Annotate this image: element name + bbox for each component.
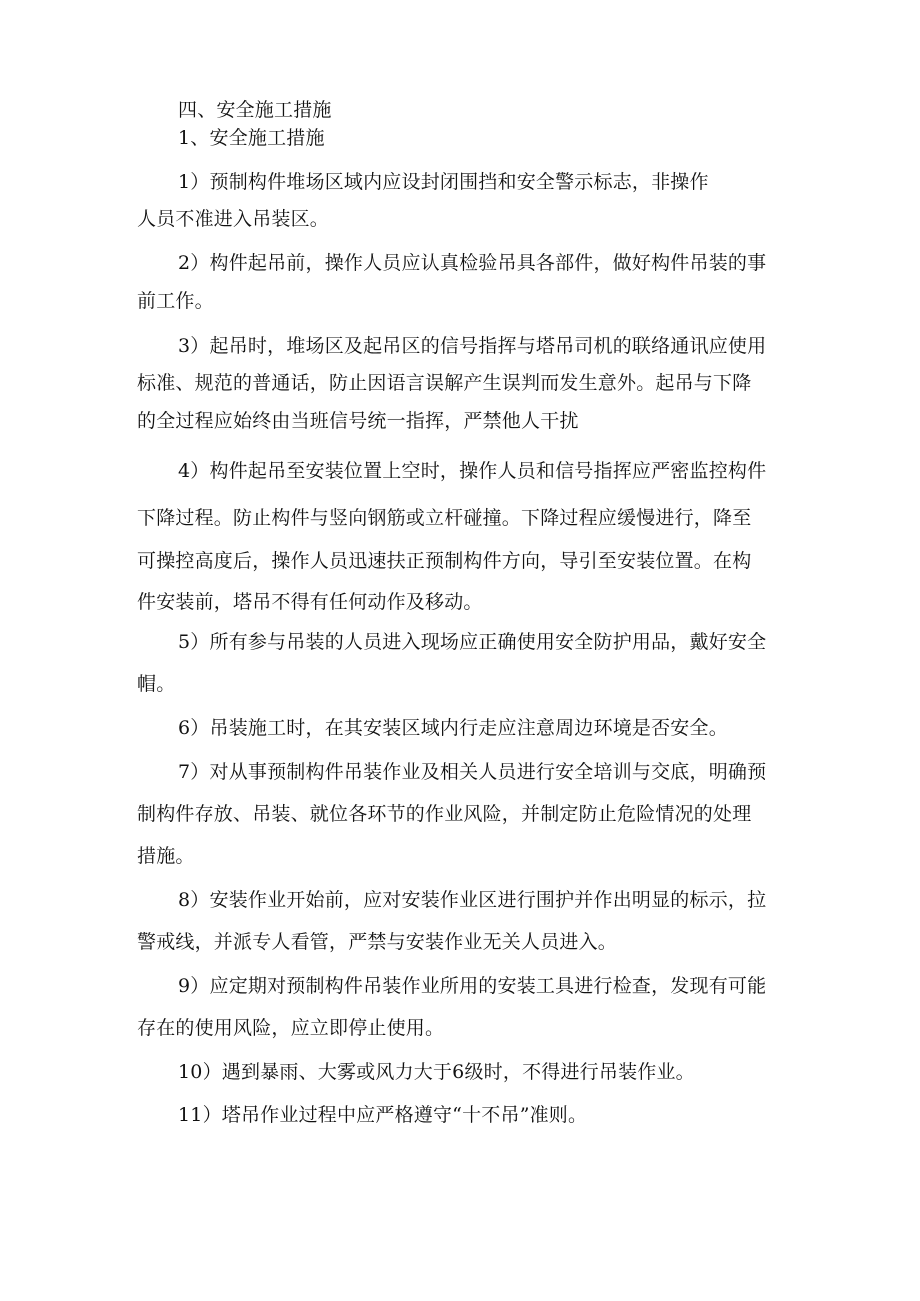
paragraph-line: 措施。 bbox=[137, 845, 195, 867]
subsection-heading: 1、安全施工措施 bbox=[178, 127, 325, 149]
section-heading: 四、安全施工措施 bbox=[178, 99, 332, 121]
paragraph-line: 的全过程应始终由当班信号统一指挥，严禁他人干扰 bbox=[137, 410, 579, 432]
paragraph-line: 6）吊装施工时，在其安装区域内行走应注意周边环境是否安全。 bbox=[178, 717, 728, 739]
paragraph-line: 5）所有参与吊装的人员进入现场应正确使用安全防护用品，戴好安全 bbox=[178, 631, 767, 653]
paragraph-line: 4）构件起吊至安装位置上空时，操作人员和信号指挥应严密监控构件 bbox=[178, 460, 767, 482]
paragraph-line: 9）应定期对预制构件吊装作业所用的安装工具进行检查，发现有可能 bbox=[178, 975, 767, 997]
paragraph-line: 人员不准进入吊装区。 bbox=[137, 208, 330, 230]
paragraph-line: 1）预制构件堆场区域内应设封闭围挡和安全警示标志，非操作 bbox=[178, 171, 709, 193]
paragraph-line: 件安装前，塔吊不得有任何动作及移动。 bbox=[137, 591, 483, 613]
paragraph-line: 可操控高度后，操作人员迅速扶正预制构件方向，导引至安装位置。在构 bbox=[137, 550, 752, 572]
paragraph-line: 下降过程。防止构件与竖向钢筋或立杆碰撞。下降过程应缓慢进行，降至 bbox=[137, 507, 752, 529]
paragraph-line: 11）塔吊作业过程中应严格遵守“十不吊”准则。 bbox=[178, 1104, 588, 1126]
paragraph-line: 标准、规范的普通话，防止因语言误解产生误判而发生意外。起吊与下降 bbox=[137, 372, 752, 394]
paragraph-line: 7）对从事预制构件吊装作业及相关人员进行安全培训与交底，明确预 bbox=[178, 761, 767, 783]
paragraph-line: 2）构件起吊前，操作人员应认真检验吊具各部件，做好构件吊装的事 bbox=[178, 252, 767, 274]
paragraph-line: 10）遇到暴雨、大雾或风力大于6级时，不得进行吊装作业。 bbox=[178, 1061, 695, 1083]
paragraph-line: 帽。 bbox=[137, 673, 176, 695]
paragraph-line: 前工作。 bbox=[137, 290, 214, 312]
paragraph-line: 存在的使用风险，应立即停止使用。 bbox=[137, 1017, 445, 1039]
paragraph-line: 警戒线，并派专人看管，严禁与安装作业无关人员进入。 bbox=[137, 931, 618, 953]
paragraph-line: 8）安装作业开始前，应对安装作业区进行围护并作出明显的标示，拉 bbox=[178, 889, 767, 911]
paragraph-line: 3）起吊时，堆场区及起吊区的信号指挥与塔吊司机的联络通讯应使用 bbox=[178, 335, 767, 357]
paragraph-line: 制构件存放、吊装、就位各环节的作业风险，并制定防止危险情况的处理 bbox=[137, 803, 752, 825]
